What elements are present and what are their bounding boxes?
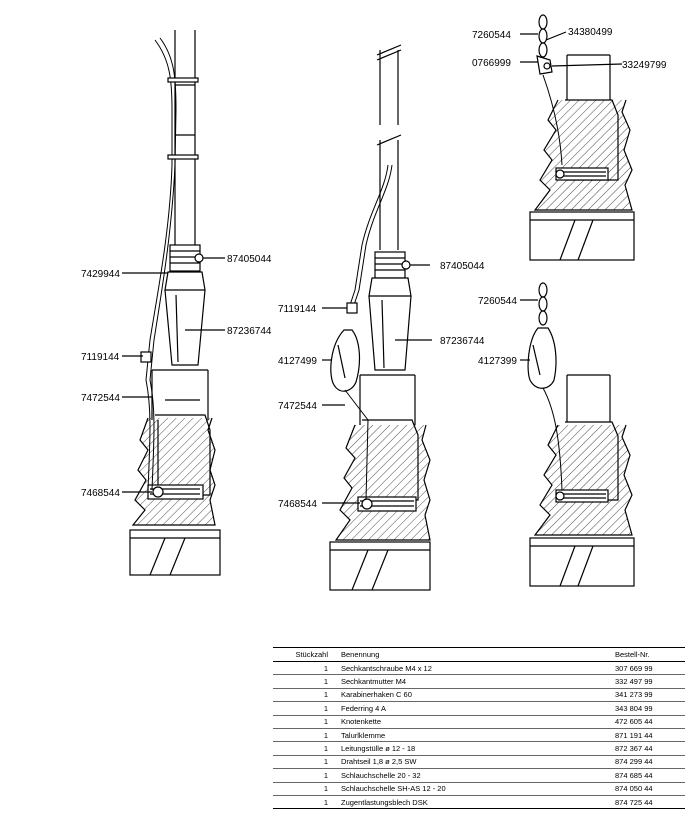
- cell-order-number: 874 050 44: [612, 782, 685, 795]
- table-row: [273, 675, 685, 688]
- table-header-row: [273, 648, 685, 662]
- table-row: [273, 782, 685, 795]
- callout-7429944: 7429944: [81, 269, 120, 280]
- table-row: [273, 795, 685, 808]
- cell-order-number: 472 605 44: [612, 715, 685, 728]
- callout-7468544-fig2: 7468544: [278, 499, 317, 510]
- cell-name: Zugentlastungsblech DSK: [338, 795, 612, 808]
- callout-4127399: 4127399: [478, 356, 517, 367]
- callout-7472544-fig1: 7472544: [81, 393, 120, 404]
- cell-qty: 1: [273, 728, 338, 741]
- callout-7260544-fig4: 7260544: [478, 296, 517, 307]
- cell-qty: 1: [273, 769, 338, 782]
- callout-7119144-fig2: 7119144: [278, 304, 317, 315]
- table-row: [273, 728, 685, 741]
- figure-4-chain-carabiner-detail: [520, 283, 634, 586]
- table-row: [273, 688, 685, 701]
- table-row: [273, 769, 685, 782]
- cell-name: Sechkantschraube M4 x 12: [338, 662, 612, 675]
- cell-qty: 1: [273, 662, 338, 675]
- cell-qty: 1: [273, 795, 338, 808]
- callout-34380499: 34380499: [568, 27, 613, 38]
- callout-87236744-fig2: 87236744: [440, 336, 485, 347]
- cell-order-number: 343 804 99: [612, 702, 685, 715]
- cell-order-number: 332 497 99: [612, 675, 685, 688]
- cell-name: Drahtseil 1,8 ø 2,5 SW: [338, 755, 612, 768]
- callout-87236744-fig1: 87236744: [227, 326, 272, 337]
- table-row: [273, 702, 685, 715]
- callout-87405044-fig1: 87405044: [227, 254, 272, 265]
- cell-order-number: 871 191 44: [612, 728, 685, 741]
- callout-4127499: 4127499: [278, 356, 317, 367]
- cell-order-number: 874 299 44: [612, 755, 685, 768]
- callout-7119144-fig1: 7119144: [81, 352, 120, 363]
- callout-7260544-fig3: 7260544: [472, 30, 511, 41]
- table-row: [273, 715, 685, 728]
- cell-qty: 1: [273, 755, 338, 768]
- cell-qty: 1: [273, 675, 338, 688]
- callout-87405044-fig2: 87405044: [440, 261, 485, 272]
- parts-list-table: [273, 647, 685, 809]
- column-header-qty: Stückzahl: [273, 648, 338, 662]
- cell-order-number: 874 685 44: [612, 769, 685, 782]
- cell-order-number: 874 725 44: [612, 795, 685, 808]
- cell-name: Talurlklemme: [338, 728, 612, 741]
- figure-2-pump-with-carabiner: [322, 45, 432, 590]
- table-row: [273, 755, 685, 768]
- callout-7472544-fig2: 7472544: [278, 401, 317, 412]
- cell-qty: 1: [273, 782, 338, 795]
- column-header-name: Benennung: [338, 648, 612, 662]
- cell-name: Schlauchschelle SH-AS 12 - 20: [338, 782, 612, 795]
- table-row: [273, 742, 685, 755]
- cell-qty: 1: [273, 742, 338, 755]
- cell-order-number: 307 669 99: [612, 662, 685, 675]
- cell-qty: 1: [273, 688, 338, 701]
- cell-qty: 1: [273, 702, 338, 715]
- cell-name: Sechkantmutter M4: [338, 675, 612, 688]
- callout-0766999: 0766999: [472, 58, 511, 69]
- cell-name: Schlauchschelle 20 - 32: [338, 769, 612, 782]
- cell-name: Federring 4 A: [338, 702, 612, 715]
- cell-order-number: 872 367 44: [612, 742, 685, 755]
- figure-1-pump-with-cable-wire: [122, 30, 225, 575]
- cell-name: Leitungstülle ø 12 - 18: [338, 742, 612, 755]
- cell-name: Karabinerhaken C 60: [338, 688, 612, 701]
- callout-7468544-fig1: 7468544: [81, 488, 120, 499]
- column-header-order-number: Bestell-Nr.: [612, 648, 685, 662]
- cell-order-number: 341 273 99: [612, 688, 685, 701]
- cell-qty: 1: [273, 715, 338, 728]
- table-row: [273, 662, 685, 675]
- cell-name: Knotenkette: [338, 715, 612, 728]
- callout-33249799: 33249799: [622, 60, 667, 71]
- figure-3-chain-attachment-detail: [520, 15, 634, 260]
